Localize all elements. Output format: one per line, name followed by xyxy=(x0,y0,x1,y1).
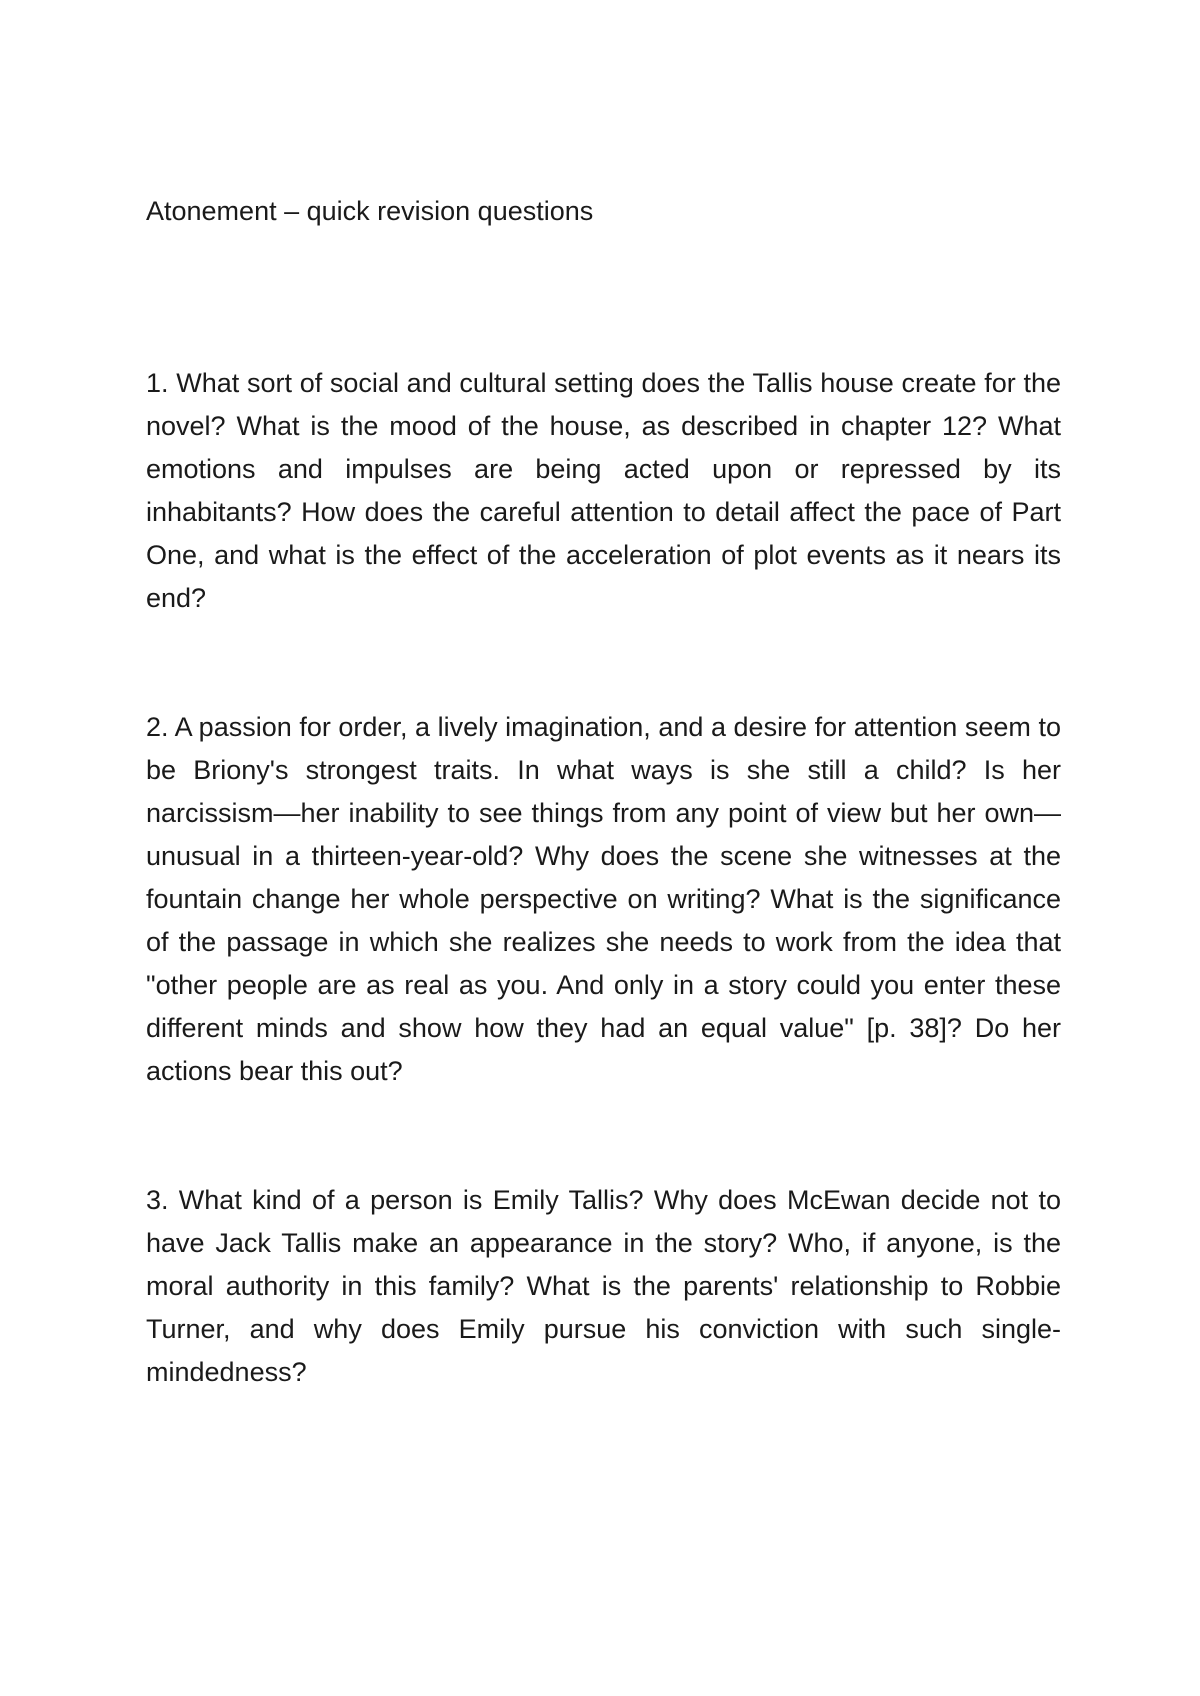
document-title: Atonement – quick revision questions xyxy=(146,196,594,226)
document-body xyxy=(146,190,1061,1394)
question-3: 3. What kind of a person is Emily Tallis? Why does McEwan decide not to have Jack Tallis make an appearance in the story? Who, if anyone, is the moral authority in this family? What is the parents' relationship to Robbie Turner, and why does Emily pursue his conviction with such single-mindedness? xyxy=(146,1185,1061,1387)
question-1: 1. What sort of social and cultural setting does the Tallis house create for the novel? What is the mood of the house, as described in chapter 12? What emotions and impulses are being acted upon or repressed by its inhabitants? How does the careful attention to detail affect the pace of Part One, and what is the effect of the acceleration of plot events as it nears its end? xyxy=(146,368,1061,613)
question-2: 2. A passion for order, a lively imagination, and a desire for attention seem to be Briony's strongest traits. In what ways is she still a child? Is her narcissism—her inability to see things from any point of view but her own—unusual in a thirteen-year-old? Why does the scene she witnesses at the fountain change her whole perspective on writing? What is the significance of the passage in which she realizes she needs to work from the idea that "other people are as real as you. And only in a story could you enter these different minds and show how they had an equal value" [p. 38]? Do her actions bear this out? xyxy=(146,712,1061,1086)
